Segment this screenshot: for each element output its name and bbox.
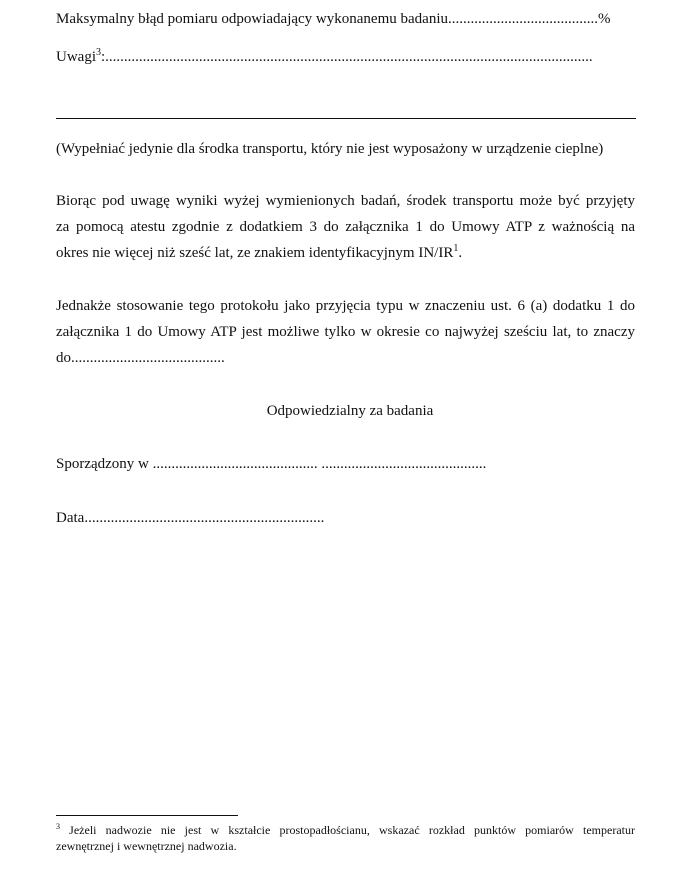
footnote-line-1 bbox=[56, 823, 635, 838]
date-label: Data bbox=[56, 510, 85, 526]
max-error-dots: ........................................ bbox=[448, 11, 598, 27]
max-error-label: Maksymalny błąd pomiaru odpowiadający wykonanemu badaniu bbox=[56, 11, 448, 27]
footnote-text-1: Jeżeli nadwozie nie jest w kształcie prostopadłościanu, wskazać rozkład punktów pomiarów temperatur bbox=[60, 823, 635, 837]
responsible-heading: Odpowiedzialny za badania bbox=[266, 403, 434, 419]
footnote-line-2: zewnętrznej i wewnętrznej nadwozia. bbox=[56, 839, 237, 853]
footnote-marker: 3 bbox=[56, 822, 60, 831]
approval-line-3-end: . bbox=[458, 245, 463, 261]
type-approval-line-3: do......................................... bbox=[56, 350, 225, 366]
section-divider bbox=[56, 118, 636, 119]
type-approval-line-2: załącznika 1 do Umowy ATP jest możliwe tylko w okresie co najwyżej sześciu lat, to znaczy bbox=[56, 324, 635, 340]
prepared-label: Sporządzony w bbox=[56, 456, 153, 472]
footnote-ref-1: 1 bbox=[453, 243, 459, 254]
max-error-field bbox=[56, 10, 611, 28]
remarks-footnote-ref: 3 bbox=[96, 47, 101, 58]
approval-line-3-text: okres nie więcej niż sześć lat, ze znakiem identyfikacyjnym IN/IR bbox=[56, 245, 454, 261]
date-field bbox=[56, 509, 324, 527]
prepared-field bbox=[56, 455, 486, 473]
max-error-unit: % bbox=[598, 11, 611, 27]
date-dots: ................................................................ bbox=[84, 510, 325, 526]
approval-line-3 bbox=[56, 244, 462, 262]
footnote-divider bbox=[56, 815, 238, 816]
remarks-label: Uwagi bbox=[56, 49, 96, 65]
remarks-field bbox=[56, 48, 593, 66]
approval-line-2: za pomocą atestu zgodnie z dodatkiem 3 do załącznika 1 do Umowy ATP z ważnością na bbox=[56, 219, 635, 235]
prepared-dots: ............................................ ............................................ bbox=[152, 456, 487, 472]
approval-line-1: Biorąc pod uwagę wyniki wyżej wymienionych badań, środek transportu może być przyjęty bbox=[56, 193, 635, 209]
type-approval-line-1: Jednakże stosowanie tego protokołu jako przyjęcia typu w znaczeniu ust. 6 (a) dodatku 1 do bbox=[56, 298, 635, 314]
section-note: (Wypełniać jedynie dla środka transportu, który nie jest wyposażony w urządzenie cieplne) bbox=[56, 141, 604, 157]
remarks-dots: :.................................................................................................................................. bbox=[101, 49, 593, 65]
